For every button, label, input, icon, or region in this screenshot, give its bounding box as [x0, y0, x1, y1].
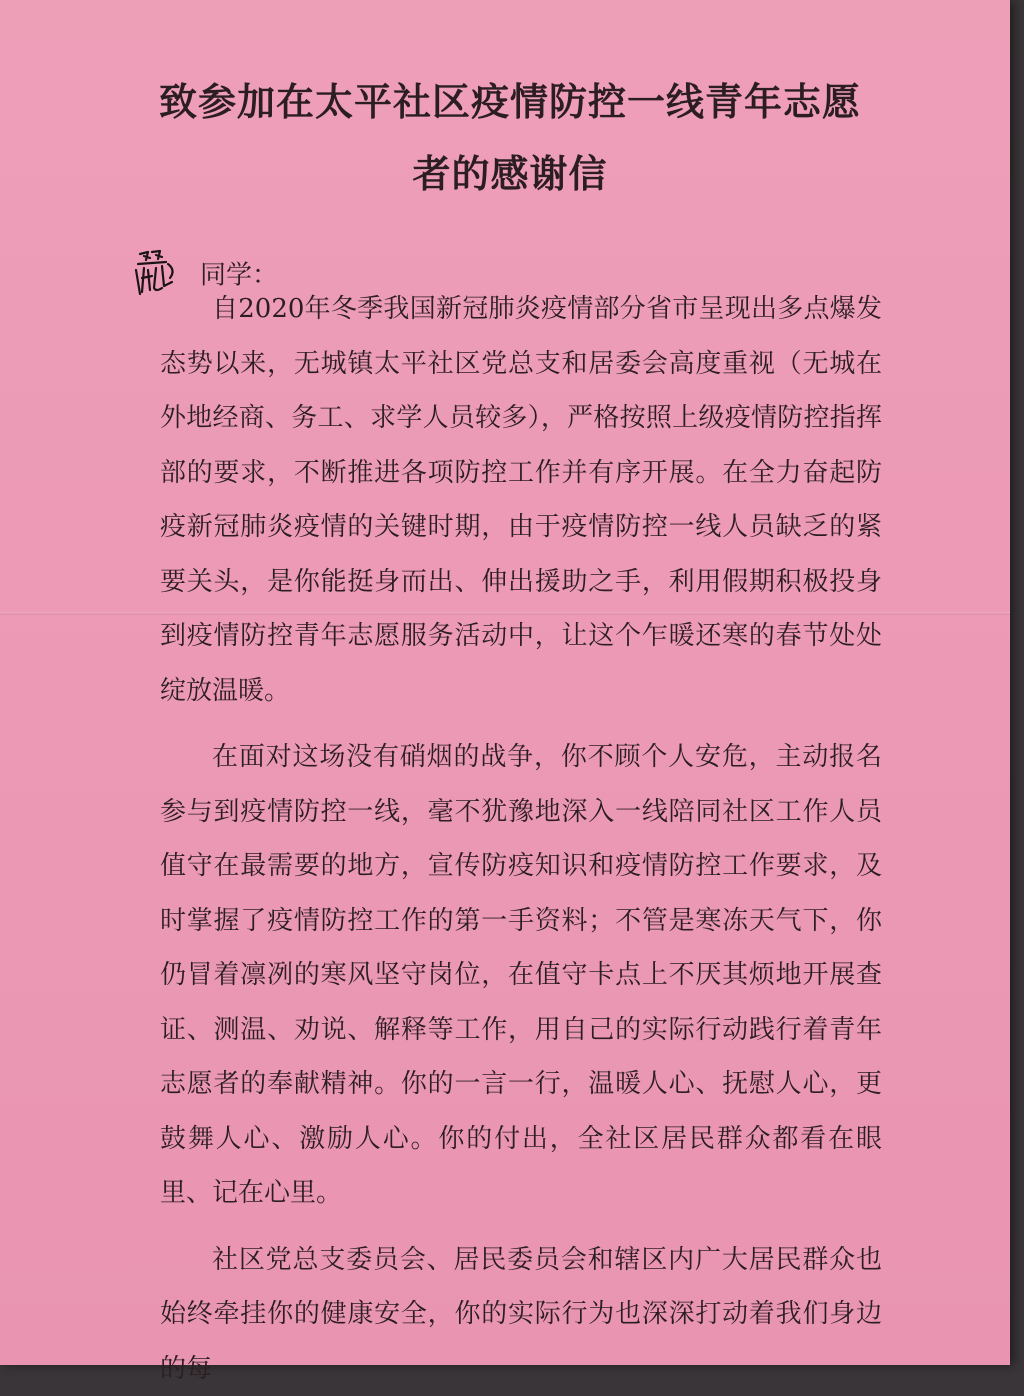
body-paragraph-3: 社区党总支委员会、居民委员会和辖区内广大居民群众也始终牵挂你的健康安全，你的实际行为也深深打动着我们身边的每 [160, 1233, 882, 1396]
title-line-1: 致参加在太平社区疫情防控一线青年志愿 [110, 66, 910, 138]
title-line-2: 者的感谢信 [110, 138, 910, 210]
letter-title [110, 66, 910, 210]
body-paragraph-2: 在面对这场没有硝烟的战争，你不顾个人安危，主动报名参与到疫情防控一线，毫不犹豫地深入一线陪同社区工作人员值守在最需要的地方，宣传防疫知识和疫情防控工作要求，及时掌握了疫情防控工作的第一手资料；不管是寒冻天气下，你仍冒着凛冽的寒风坚守岗位，在值守卡点上不厌其烦地开展查证、测温、劝说、解释等工作，用自己的实际行动践行着青年志愿者的奉献精神。你的一言一行，温暖人心、抚慰人心，更鼓舞人心、激励人心。你的付出，全社区居民群众都看在眼里、记在心里。 [160, 730, 882, 1221]
salutation-text: 同学： [200, 261, 278, 291]
body-paragraph-1: 自2020年冬季我国新冠肺炎疫情部分省市呈现出多点爆发态势以来，无城镇太平社区党总支和居委会高度重视（无城在外地经商、务工、求学人员较多），严格按照上级疫情防控指挥部的要求，不断推进各项防控工作并有序开展。在全力奋起防疫新冠肺炎疫情的关键时期，由于疫情防控一线人员缺乏的紧要关头，是你能挺身而出、伸出援助之手，利用假期积极投身到疫情防控青年志愿服务活动中，让这个乍暖还寒的春节处处绽放温暖。 [160, 282, 882, 718]
letter-body [160, 282, 882, 1396]
